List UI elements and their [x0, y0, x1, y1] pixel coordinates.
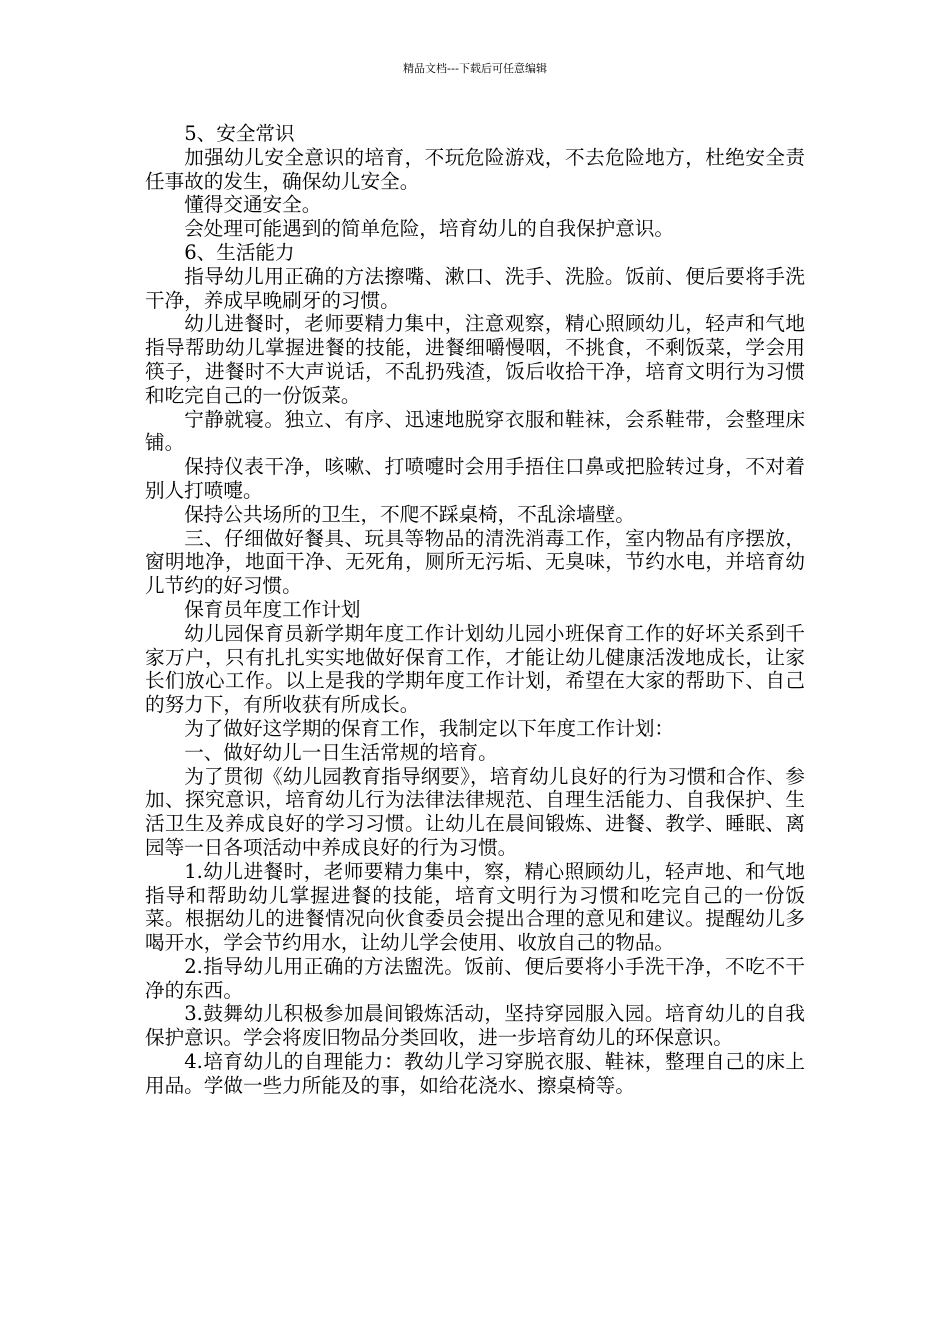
paragraph: 幼儿园保育员新学期年度工作计划幼儿园小班保育工作的好坏关系到千家万户，只有扎扎实实地做好保育工作，才能让幼儿健康活泼地成长，让家长们放心工作。以上是我的学期年度工作计划，希望在大家的帮助下、自己的努力下，有所收获有所成长。: [145, 621, 805, 717]
paragraph: 三、仔细做好餐具、玩具等物品的清洗消毒工作，室内物品有序摆放，窗明地净，地面干净、无死角，厕所无污垢、无臭味，节约水电，并培育幼儿节约的好习惯。: [145, 526, 805, 598]
paragraph: 为了贯彻《幼儿园教育指导纲要》，培育幼儿良好的行为习惯和合作、参加、探究意识，培育幼儿行为法律法律规范、自理生活能力、自我保护、生活卫生及养成良好的学习习惯。让幼儿在晨间锻炼、进餐、教学、睡眠、离园等一日各项活动中养成良好的行为习惯。: [145, 764, 805, 859]
section-heading-life-skills: 6、生活能力: [184, 240, 295, 264]
paragraph: 保持仪表干净，咳嗽、打喷嚏时会用手捂住口鼻或把脸转过身，不对着别人打喷嚏。: [145, 455, 805, 502]
paragraph: 宁静就寝。独立、有序、迅速地脱穿衣服和鞋袜，会系鞋带，会整理床铺。: [145, 407, 805, 455]
paragraph: 为了做好这学期的保育工作，我制定以下年度工作计划：: [184, 716, 675, 740]
page-header: 精品文档---下载后可任意编辑: [403, 62, 547, 75]
paragraph: 保持公共场所的卫生，不爬不踩桌椅，不乱涂墙壁。: [184, 502, 635, 526]
paragraph: 指导幼儿用正确的方法擦嘴、漱口、洗手、洗脸。饭前、便后要将手洗干净，养成早晚刷牙的习惯。: [145, 264, 805, 312]
list-item: 2.指导幼儿用正确的方法盥洗。饭前、便后要将小手洗干净，不吃不干净的东西。: [145, 954, 805, 1002]
section-heading-annual-plan: 保育员年度工作计划: [184, 597, 361, 621]
list-item: 1.幼儿进餐时，老师要精力集中，察，精心照顾幼儿，轻声地、和气地指导和帮助幼儿掌握进餐的技能，培育文明行为习惯和吃完自己的一份饭菜。根据幼儿的进餐情况向伙食委员会提出合理的意见和建议。提醒幼儿多喝开水，学会节约用水，让幼儿学会使用、收放自己的物品。: [145, 859, 805, 955]
section-heading-daily-routine: 一、做好幼儿一日生活常规的培育。: [184, 740, 498, 764]
document-body: [145, 122, 805, 1098]
section-heading-safety: 5、安全常识: [184, 122, 295, 145]
paragraph: 幼儿进餐时，老师要精力集中，注意观察，精心照顾幼儿，轻声和气地指导帮助幼儿掌握进餐的技能，进餐细嚼慢咽，不挑食，不剩饭菜，学会用筷子，进餐时不大声说话，不乱扔残渣，饭后收拾干净，培育文明行为习惯和吃完自己的一份饭菜。: [145, 312, 805, 407]
paragraph: 加强幼儿安全意识的培育，不玩危险游戏，不去危险地方，杜绝安全责任事故的发生，确保幼儿安全。: [145, 145, 805, 193]
list-item: 4.培育幼儿的自理能力：教幼儿学习穿脱衣服、鞋袜，整理自己的床上用品。学做一些力所能及的事，如给花浇水、擦桌椅等。: [145, 1050, 805, 1097]
paragraph: 懂得交通安全。: [184, 193, 322, 217]
paragraph: 会处理可能遇到的简单危险，培育幼儿的自我保护意识。: [184, 217, 675, 241]
list-item: 3.鼓舞幼儿积极参加晨间锻炼活动，坚持穿园服入园。培育幼儿的自我保护意识。学会将废旧物品分类回收，进一步培育幼儿的环保意识。: [145, 1002, 805, 1050]
